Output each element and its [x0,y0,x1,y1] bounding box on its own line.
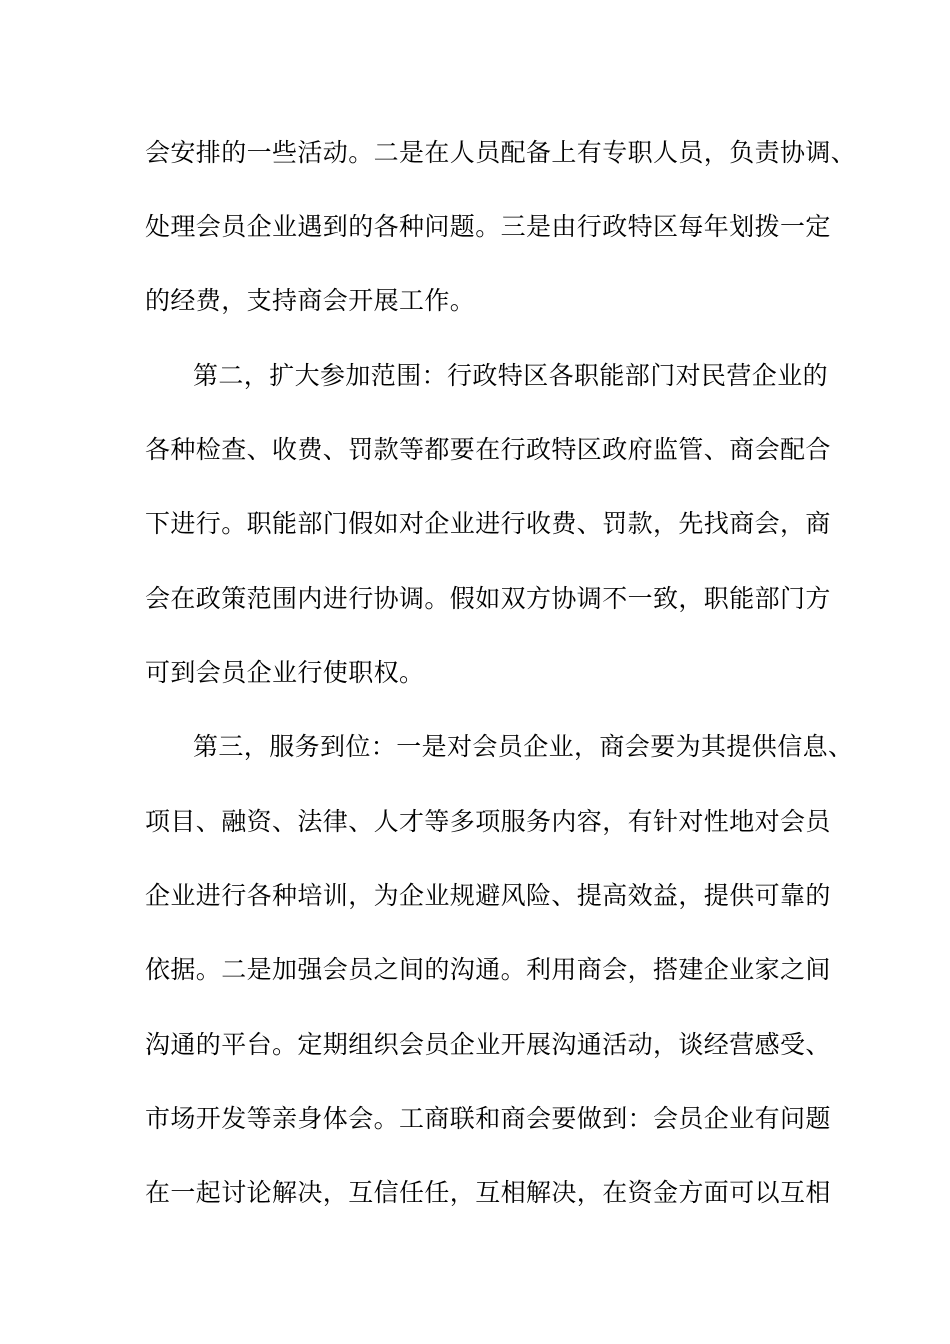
text-line: 在一起讨论解决，互信任任，互相解决，在资金方面可以互相 [145,1178,831,1207]
paragraph-start-line: 第三，服务到位：一是对会员企业，商会要为其提供信息、 [193,732,854,761]
text-line: 项目、融资、法律、人才等多项服务内容，有针对性地对会员 [145,807,831,836]
text-line: 沟通的平台。定期组织会员企业开展沟通活动，谈经营感受、 [145,1030,831,1059]
paragraph-start-line: 第二，扩大参加范围：行政特区各职能部门对民营企业的 [193,361,829,390]
text-line: 处理会员企业遇到的各种问题。三是由行政特区每年划拨一定 [145,212,831,241]
text-line: 依据。二是加强会员之间的沟通。利用商会，搭建企业家之间 [145,955,831,984]
text-line: 的经费，支持商会开展工作。 [145,286,476,315]
text-line: 下进行。职能部门假如对企业进行收费、罚款，先找商会，商 [145,509,831,538]
text-line: 各种检查、收费、罚款等都要在行政特区政府监管、商会配合 [145,435,831,464]
text-line: 会安排的一些活动。二是在人员配备上有专职人员，负责协调、 [145,138,857,167]
text-line: 会在政策范围内进行协调。假如双方协调不一致，职能部门方 [145,584,831,613]
text-line: 市场开发等亲身体会。工商联和商会要做到：会员企业有问题 [145,1104,831,1133]
text-line: 企业进行各种培训，为企业规避风险、提高效益，提供可靠的 [145,881,831,910]
text-line: 可到会员企业行使职权。 [145,658,425,687]
